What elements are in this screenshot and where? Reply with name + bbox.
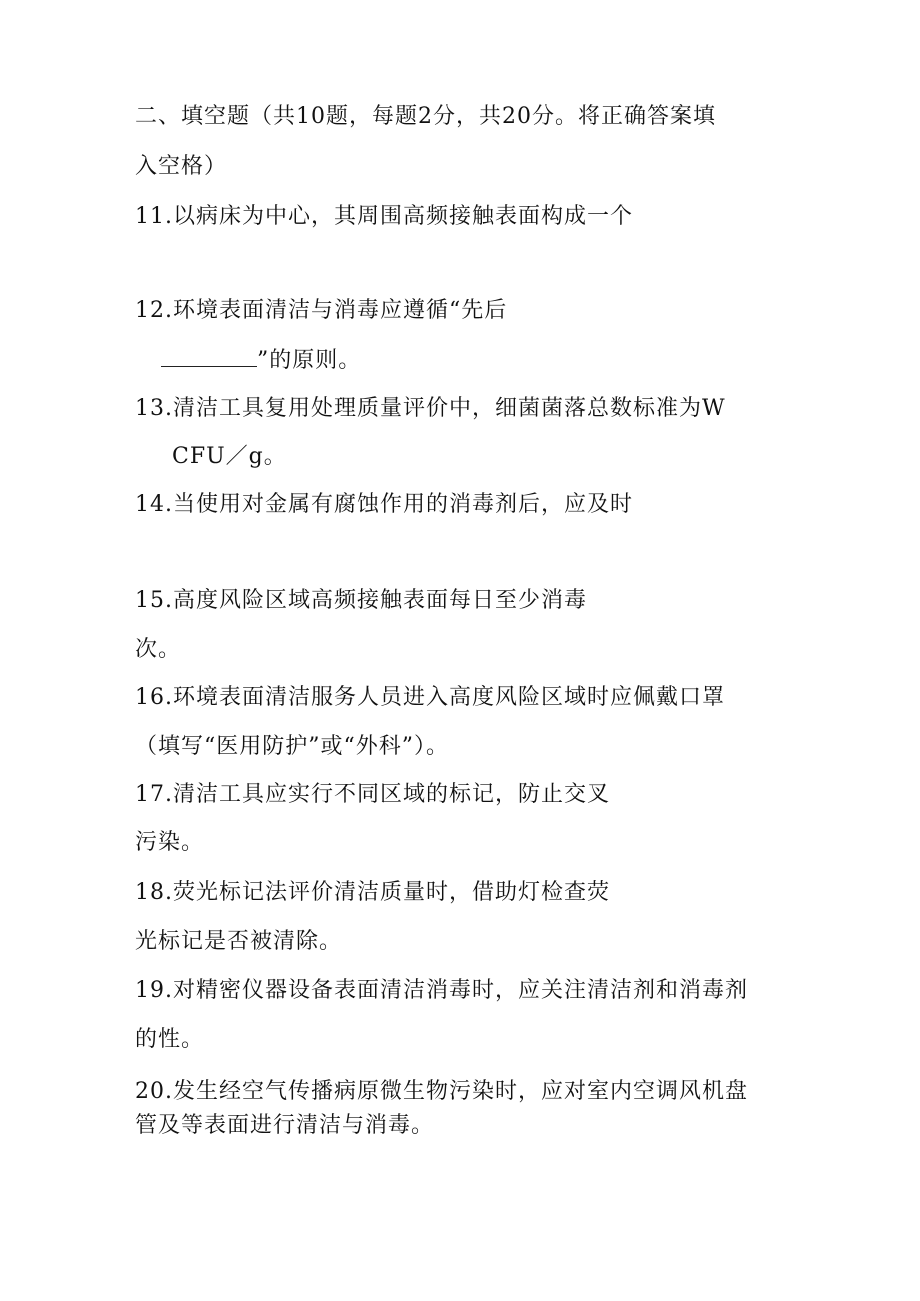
question-13-line-2: CFU／g。 (172, 444, 287, 469)
question-20 (135, 1078, 748, 1106)
question-text: .对精密仪器设备表面清洁消毒时，应关注清洁剂和消毒剂 (165, 978, 748, 1003)
answer-blank[interactable] (161, 346, 257, 367)
question-17 (135, 781, 610, 809)
question-15-line-2: 次。 (135, 637, 182, 662)
question-11 (135, 203, 633, 231)
question-text: .环境表面清洁与消毒应遵循“先后 (165, 298, 508, 323)
question-12-line-2 (137, 346, 361, 375)
section-title-line-2: 入空格） (135, 154, 228, 179)
question-18 (135, 879, 610, 907)
question-number: 14 (135, 492, 165, 517)
question-text: .清洁工具应实行不同区域的标记，防止交叉 (165, 782, 610, 807)
question-17-line-2: 污染。 (135, 830, 205, 855)
question-number: 19 (135, 978, 165, 1003)
question-text: .以病床为中心，其周围高频接触表面构成一个 (165, 204, 633, 229)
question-19-line-2: 的性。 (135, 1027, 205, 1052)
question-14 (135, 491, 633, 519)
section-title-line-1: 二、填空题（共10题，每题2分，共20分。将正确答案填 (135, 104, 716, 129)
question-text-continued: ”的原则。 (257, 348, 362, 373)
question-number: 15 (135, 588, 165, 613)
question-number: 12 (135, 298, 165, 323)
question-19 (135, 977, 748, 1005)
question-20-line-2: 管及等表面进行清洁与消毒。 (135, 1113, 435, 1138)
question-number: 20 (135, 1079, 165, 1104)
question-number: 17 (135, 782, 165, 807)
question-18-line-2: 光标记是否被清除。 (135, 929, 343, 954)
question-12 (135, 297, 507, 325)
question-text: .荧光标记法评价清洁质量时，借助灯检查荧 (165, 880, 610, 905)
question-number: 18 (135, 880, 165, 905)
question-16-line-2: （填写“医用防护”或“外科”）。 (135, 734, 449, 759)
question-number: 16 (135, 685, 165, 710)
question-13 (135, 395, 726, 423)
question-text: .高度风险区域高频接触表面每日至少消毒 (165, 588, 587, 613)
question-number: 13 (135, 396, 165, 421)
question-text: .发生经空气传播病原微生物污染时，应对室内空调风机盘 (165, 1079, 748, 1104)
question-16 (135, 684, 725, 712)
question-text: .环境表面清洁服务人员进入高度风险区域时应佩戴口罩 (165, 685, 725, 710)
question-15 (135, 587, 587, 615)
question-text: .当使用对金属有腐蚀作用的消毒剂后，应及时 (165, 492, 633, 517)
question-text: .清洁工具复用处理质量评价中，细菌菌落总数标准为W (165, 396, 726, 421)
question-number: 11 (135, 204, 165, 229)
